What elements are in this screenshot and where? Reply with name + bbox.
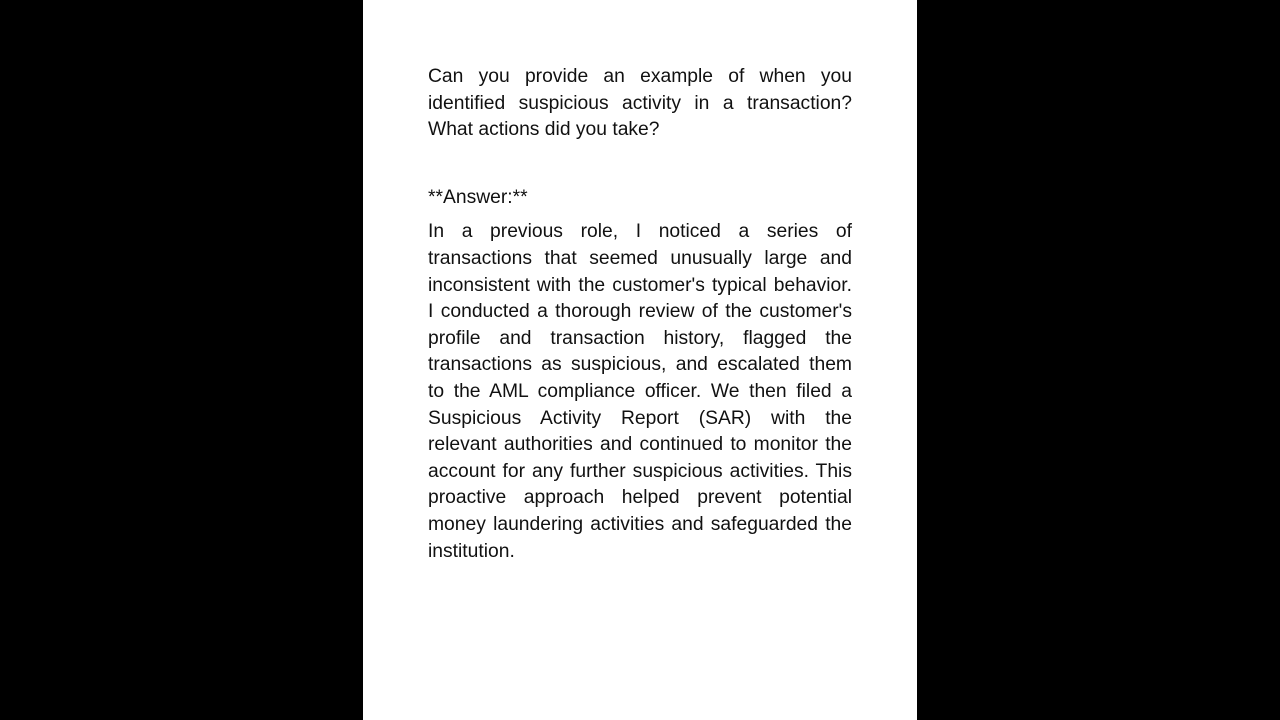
document-content xyxy=(428,64,852,565)
document-page xyxy=(363,0,917,720)
answer-label: **Answer:** xyxy=(428,186,528,208)
question-text: Can you provide an example of when you identified suspicious activity in a transaction? What actions did you take? xyxy=(428,66,852,141)
answer-text: In a previous role, I noticed a series of transactions that seemed unusually large and inconsistent with the customer's typical behavior. I conducted a thorough review of the customer's profile and transaction history, flagged the transactions as suspicious, and escalated them to the AML compliance officer. We then filed a Suspicious Activity Report (SAR) with the relevant authorities and continued to monitor the account for any further suspicious activities. This proactive approach helped prevent potential money laundering activities and safeguarded the institution. xyxy=(428,221,852,562)
